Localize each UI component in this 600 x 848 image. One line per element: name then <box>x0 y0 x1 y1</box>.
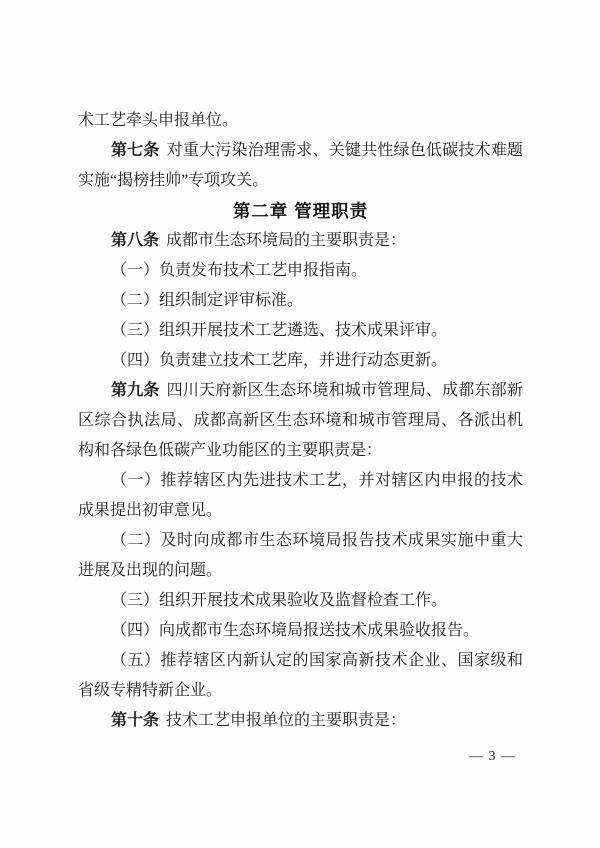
article-text: 对重大污染治理需求、关键共性绿色低碳技术难题实施“揭榜挂帅”专项攻关。 <box>78 142 523 189</box>
body-paragraph: （二）组织制定评审标准。 <box>111 292 304 309</box>
article-text: 成都市生态环境局的主要职责是： <box>166 232 407 249</box>
body-paragraph: （三）组织开展技术工艺遴选、技术成果评审。 <box>111 322 448 339</box>
article-number: 第十条 <box>111 712 160 729</box>
body-paragraph: （一）推荐辖区内先进技术工艺，并对辖区内申报的技术成果提出初审意见。 <box>78 472 523 519</box>
article-paragraph <box>78 136 523 196</box>
body-paragraph: （四）向成都市生态环境局报送技术成果验收报告。 <box>111 622 480 639</box>
page-number: — 3 — <box>469 749 516 764</box>
article-paragraph <box>78 706 523 736</box>
document-body <box>78 106 523 736</box>
body-paragraph: （三）组织开展技术成果验收及监督检查工作。 <box>111 592 448 609</box>
article-number: 第七条 <box>111 142 160 159</box>
body-paragraph: （四）负责建立技术工艺库，并进行动态更新。 <box>111 352 448 369</box>
article-paragraph <box>78 376 523 466</box>
article-text: 技术工艺申报单位的主要职责是： <box>166 712 407 729</box>
article-number: 第八条 <box>111 232 160 249</box>
article-paragraph <box>78 226 523 256</box>
body-paragraph: （二）及时向成都市生态环境局报告技术成果实施中重大进展及出现的问题。 <box>78 532 523 579</box>
body-paragraph: （五）推荐辖区内新认定的国家高新技术企业、国家级和省级专精特新企业。 <box>78 652 523 699</box>
article-number: 第九条 <box>111 382 160 399</box>
body-paragraph: （一）负责发布技术工艺申报指南。 <box>111 262 368 279</box>
body-paragraph: 术工艺牵头申报单位。 <box>78 112 239 129</box>
article-text: 四川天府新区生态环境和城市管理局、成都东部新区综合执法局、成都高新区生态环境和城市管理局、各派出机构和各绿色低碳产业功能区的主要职责是： <box>78 382 523 459</box>
chapter-heading: 第二章 管理职责 <box>232 201 369 221</box>
